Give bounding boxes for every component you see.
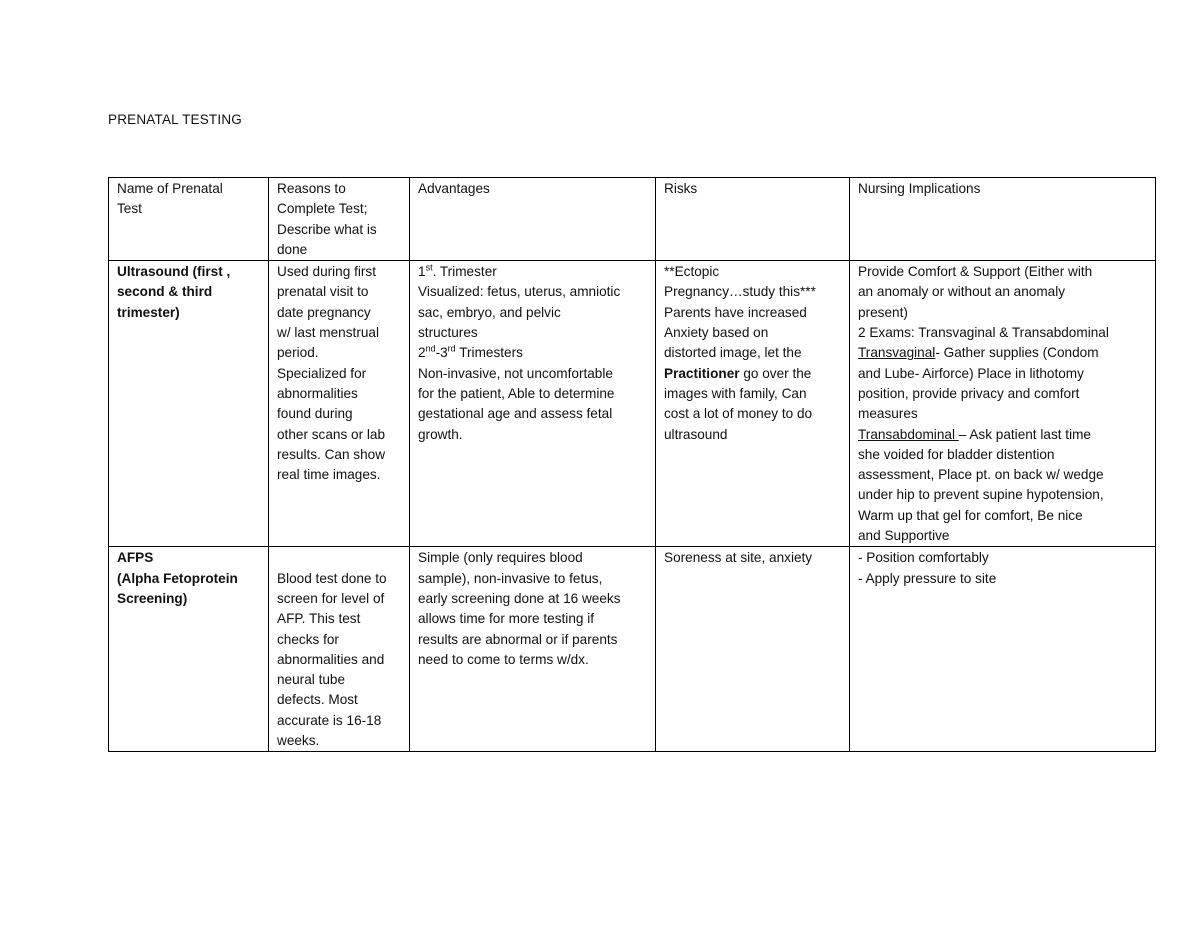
ultrasound-advantages-line: growth. [418,426,463,442]
practitioner-rest: go over the [739,365,812,381]
afps-reasons-line: weeks. [277,733,320,749]
transvaginal-text: - Gather supplies (Condom [935,345,1099,361]
afps-name-line: Screening) [117,590,188,606]
afps-reasons-line: defects. Most [277,692,358,708]
practitioner-bold: Practitioner [664,365,740,381]
ultrasound-nursing-line: under hip to prevent supine hypotension, [858,487,1104,503]
ultrasound-reasons-line: found during [277,406,353,422]
header-nursing: Nursing Implications [858,181,981,196]
afps-reasons-line: Blood test done to [277,570,387,586]
ultrasound-risks-line: **Ectopic [664,264,720,280]
third-trimester-number: -3 [435,345,448,361]
ultrasound-reasons-line: date pregnancy [277,304,371,320]
ultrasound-risks-line: Pregnancy…study this*** [664,284,816,300]
ultrasound-nursing-line: and Lube- Airforce) Place in lithotomy [858,365,1084,381]
ultrasound-name-cell [109,261,269,547]
ultrasound-advantages-line: gestational age and assess fetal [418,406,613,422]
first-trimester-label: . Trimester [432,264,497,280]
ultrasound-nursing-line: position, provide privacy and comfort [858,385,1080,401]
afps-advantages-cell [410,547,656,752]
header-reasons-line: Describe what is [277,221,377,237]
ultrasound-risks-cell [656,261,850,547]
afps-reasons-line: abnormalities and [277,651,385,667]
afps-risks-line: Soreness at site, anxiety [664,550,813,566]
ultrasound-nursing-line: present) [858,304,908,320]
third-trimester-superscript: rd [447,343,456,354]
afps-nursing-line: - Position comfortably [858,550,989,566]
ultrasound-risks-practitioner-line [664,364,843,384]
ultrasound-reasons-line: other scans or lab [277,426,386,442]
header-reasons-line: Complete Test; [277,201,368,217]
page-title: PRENATAL TESTING [108,112,242,127]
first-trimester-number: 1 [418,264,426,280]
ultrasound-nursing-line: and Supportive [858,528,950,544]
transabdominal-line [858,425,1149,445]
header-nursing-cell [850,178,1156,261]
afps-reasons-spacer [277,548,403,568]
header-name-line: Name of Prenatal [117,181,223,196]
header-advantages: Advantages [418,181,490,196]
ultrasound-reasons-line: w/ last menstrual [277,325,379,341]
afps-advantages-line: early screening done at 16 weeks [418,590,621,606]
ultrasound-nursing-line: measures [858,406,918,422]
afps-reasons-line: screen for level of [277,590,385,606]
ultrasound-nursing-line: Warm up that gel for comfort, Be nice [858,507,1083,523]
ultrasound-reasons-line: results. Can show [277,446,386,462]
afps-reasons-cell [269,547,410,752]
ultrasound-advantages-line: Visualized: fetus, uterus, amniotic [418,284,621,300]
ultrasound-reasons-line: Used during first [277,264,376,280]
ultrasound-reasons-line: period. [277,345,319,361]
ultrasound-name-line: trimester) [117,304,180,320]
ultrasound-risks-line: Parents have increased [664,304,807,320]
afps-advantages-line: Simple (only requires blood [418,550,583,566]
ultrasound-reasons-line: abnormalities [277,385,358,401]
ultrasound-advantages-line: structures [418,325,478,341]
transvaginal-label: Transvaginal [858,345,936,361]
header-risks-cell [656,178,850,261]
header-reasons-cell [269,178,410,261]
ultrasound-risks-line: cost a lot of money to do [664,406,813,422]
ultrasound-nursing-line: assessment, Place pt. on back w/ wedge [858,467,1104,483]
ultrasound-risks-line: images with family, Can [664,385,807,401]
ultrasound-advantages-line: for the patient, Able to determine [418,385,615,401]
header-reasons-line: done [277,241,308,257]
ultrasound-advantages-line: Non-invasive, not uncomfortable [418,365,613,381]
table-header-row [109,178,1156,261]
second-trimester-superscript: nd [425,343,436,354]
header-name-cell [109,178,269,261]
prenatal-testing-table [108,177,1156,752]
afps-name-line: (Alpha Fetoprotein [117,570,238,586]
header-risks: Risks [664,181,698,196]
ultrasound-reasons-line: real time images. [277,467,381,483]
afps-advantages-line: sample), non-invasive to fetus, [418,570,603,586]
ultrasound-name-line: Ultrasound (first , [117,264,231,280]
first-trimester-superscript: st [425,262,433,273]
transabdominal-label: Transabdominal [858,426,959,442]
ultrasound-advantages-line: sac, embryo, and pelvic [418,304,561,320]
header-reasons-line: Reasons to [277,181,346,196]
table-row-afps [109,547,1156,752]
ultrasound-name-line: second & third [117,284,213,300]
afps-nursing-cell [850,547,1156,752]
transvaginal-line [858,343,1149,363]
afps-nursing-line: - Apply pressure to site [858,570,997,586]
afps-reasons-line: neural tube [277,672,346,688]
afps-name-line: AFPS [117,550,154,566]
first-trimester-heading [418,262,649,282]
ultrasound-risks-line: ultrasound [664,426,728,442]
afps-advantages-line: need to come to terms w/dx. [418,651,589,667]
transabdominal-text: – Ask patient last time [958,426,1091,442]
afps-reasons-line: checks for [277,631,339,647]
afps-advantages-line: allows time for more testing if [418,611,595,627]
ultrasound-reasons-cell [269,261,410,547]
afps-advantages-line: results are abnormal or if parents [418,631,618,647]
ultrasound-reasons-line: Specialized for [277,365,367,381]
header-advantages-cell [410,178,656,261]
afps-name-cell [109,547,269,752]
ultrasound-advantages-cell [410,261,656,547]
second-trimester-number: 2 [418,345,426,361]
ultrasound-nursing-line: 2 Exams: Transvaginal & Transabdominal [858,325,1109,341]
ultrasound-risks-line: Anxiety based on [664,325,769,341]
ultrasound-nursing-line: an anomaly or without an anomaly [858,284,1066,300]
ultrasound-reasons-line: prenatal visit to [277,284,369,300]
afps-reasons-line: AFP. This test [277,611,361,627]
second-third-trimester-heading [418,343,649,363]
header-name-line: Test [117,201,142,217]
afps-risks-cell [656,547,850,752]
ultrasound-risks-line: distorted image, let the [664,345,802,361]
ultrasound-nursing-line: Provide Comfort & Support (Either with [858,264,1093,280]
ultrasound-nursing-line: she voided for bladder distention [858,446,1055,462]
afps-reasons-line: accurate is 16-18 [277,712,382,728]
trimesters-label: Trimesters [455,345,523,361]
ultrasound-nursing-cell [850,261,1156,547]
table-row-ultrasound [109,261,1156,547]
